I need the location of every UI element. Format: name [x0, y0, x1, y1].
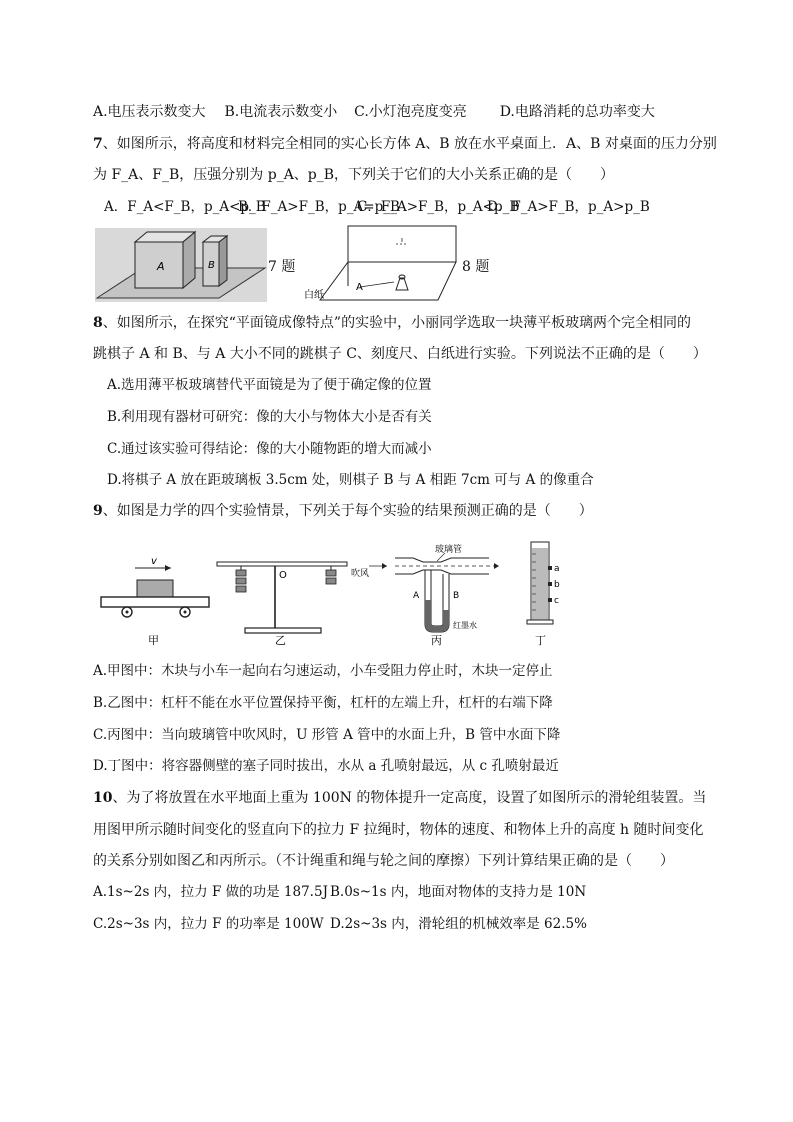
q10-stem-line2: 用图甲所示随时间变化的竖直向下的拉力 F 拉绳时，物体的速度、和物体上升的高度 h 随时间变化 [93, 822, 704, 838]
q9-label-water: 红墨水 [453, 621, 477, 630]
q7-fig-label-a: A [157, 260, 165, 273]
q9-caption-ding: 丁 [535, 634, 546, 647]
q9-figure [95, 540, 565, 652]
q9-label-blow: 吹风 [351, 569, 370, 579]
q9-fig-ding [527, 542, 560, 647]
q6-option-c: C.小灯泡亮度变亮 [354, 104, 467, 120]
q9-label-hole-c: c [554, 596, 559, 606]
q10-number: 10 [93, 790, 113, 806]
q7-option-a: A．F_A<F_B，p_A<p_B [104, 199, 266, 215]
q9-caption-yi: 乙 [275, 634, 286, 647]
q8-stem-line2: 跳棋子 A 和 B、与 A 大小不同的跳棋子 C、刻度尺、白纸进行实验。下列说法不正确的是（ ） [93, 346, 707, 362]
q7-option-c: C．F_A>F_B，p_A<p_B [357, 199, 520, 215]
q9-label-v: v [151, 556, 157, 567]
q10-option-a: A.1s~2s 内，拉力 F 做的功是 187.5J [93, 884, 328, 900]
q6-option-b: B.电流表示数变小 [224, 104, 338, 120]
q9-label-o: O [279, 570, 287, 581]
q7-figure-caption: 7 题 [268, 259, 296, 275]
q9-stem-line1 [93, 502, 593, 520]
q9-label-b: B [453, 591, 460, 601]
q9-caption-jia: 甲 [148, 634, 159, 647]
q9-caption-bing: 丙 [431, 634, 442, 647]
q7-number: 7 [93, 136, 103, 152]
q8-fig-label-a: A [356, 282, 363, 293]
q9-option-c: C.丙图中：当向玻璃管中吹风时，U 形管 A 管中的水面上升，B 管中水面下降 [93, 727, 561, 743]
q9-text-1: 、如图是力学的四个实验情景，下列关于每个实验的结果预测正确的是（ ） [102, 503, 593, 519]
q7-figure [95, 228, 267, 302]
q8-figure-caption: 8 题 [462, 259, 490, 275]
q8-option-b: B.利用现有器材可研究：像的大小与物体大小是否有关 [107, 409, 432, 425]
q6-option-a: A.电压表示数变大 [93, 104, 206, 120]
q7-fig-label-b: B [208, 260, 215, 271]
q7-stem-line1 [93, 135, 717, 153]
q8-figure [300, 224, 460, 306]
q7-option-d: D．F_A>F_B，p_A>p_B [487, 199, 650, 215]
q9-fig-bing [351, 543, 499, 647]
q8-text-1: 、如图所示，在探究“平面镜成像特点”的实验中，小丽同学选取一块薄平板玻璃两个完全相同的 [102, 315, 692, 331]
q9-option-a: A.甲图中：木块与小车一起向右匀速运动，小车受阻力停止时，木块一定停止 [93, 663, 553, 679]
q10-option-b: B.0s~1s 内，地面对物体的支持力是 10N [330, 884, 587, 900]
q10-stem-line3: 的关系分别如图乙和丙所示。（不计绳重和绳与轮之间的摩擦）下列计算结果正确的是（ ） [93, 853, 674, 869]
q8-option-d: D.将棋子 A 放在距玻璃板 3.5cm 处，则棋子 B 与 A 相距 7cm 可与 A 的像重合 [107, 472, 594, 488]
q7-text-1: 、如图所示，将高度和材料完全相同的实心长方体 A、B 放在水平桌面上．A、B 对桌面的压力分别 [102, 136, 717, 152]
q8-option-c: C.通过该实验可得结论：像的大小随物距的增大而减小 [107, 441, 432, 457]
q10-option-c: C.2s~3s 内，拉力 F 的功率是 100W [93, 916, 324, 932]
q9-number: 9 [93, 503, 103, 519]
q9-label-hole-b: b [554, 580, 560, 590]
q9-fig-yi [217, 562, 347, 647]
q9-label-hole-a: a [554, 564, 560, 574]
q10-option-d: D.2s~3s 内，滑轮组的机械效率是 62.5% [330, 916, 587, 932]
q8-number: 8 [93, 315, 103, 331]
q8-fig-label-paper: 白纸 [304, 290, 324, 301]
q9-option-b: B.乙图中：杠杆不能在水平位置保持平衡，杠杆的左端上升，杠杆的右端下降 [93, 695, 553, 711]
q9-label-tube: 玻璃管 [435, 545, 463, 555]
q7-stem-line2: 为 F_A、F_B，压强分别为 p_A、p_B，下列关于它们的大小关系正确的是（ ） [93, 167, 615, 183]
q7-option-b: B．F_A>F_B，p_A=p_B [238, 199, 400, 215]
q10-text-1: 、为了将放置在水平地面上重为 100N 的物体提升一定高度，设置了如图所示的滑轮组装置。当 [112, 790, 707, 806]
q10-stem-line1 [93, 789, 706, 807]
q9-fig-jia [101, 556, 209, 647]
q6-option-d: D.电路消耗的总功率变大 [499, 104, 655, 120]
q8-stem-line1 [93, 314, 691, 332]
q9-option-d: D.丁图中：将容器侧壁的塞子同时拔出，水从 a 孔喷射最远，从 c 孔喷射最近 [93, 758, 559, 774]
q6-options [93, 103, 655, 121]
q8-option-a: A.选用薄平板玻璃替代平面镜是为了便于确定像的位置 [107, 377, 432, 393]
q9-label-a: A [413, 591, 420, 601]
